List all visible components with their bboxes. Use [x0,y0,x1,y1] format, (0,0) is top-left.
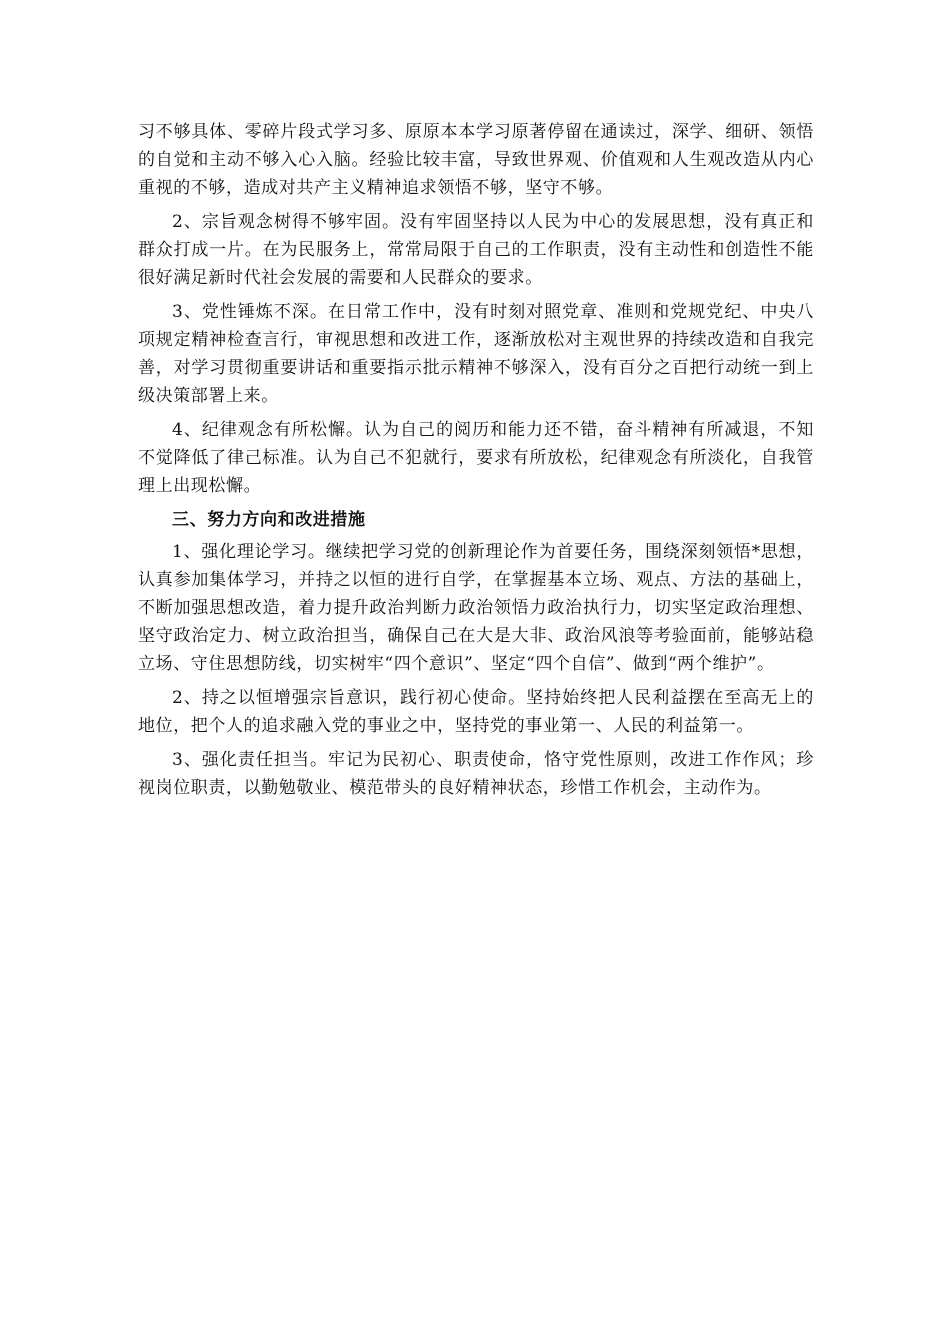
paragraph-item-2: 2、宗旨观念树得不够牢固。没有牢固坚持以人民为中心的发展思想，没有真正和群众打成一片。在为民服务上，常常局限于自己的工作职责，没有主动性和创造性不能很好满足新时代社会发展的需要和人民群众的要求。 [138,212,814,288]
paragraph-item-3: 3、党性锤炼不深。在日常工作中，没有时刻对照党章、准则和党规党纪、中央八项规定精神检查言行，审视思想和改进工作，逐渐放松对主观世界的持续改造和自我完善，对学习贯彻重要讲话和重要指示批示精神不够深入，没有百分之百把行动统一到上级决策部署上来。 [138,302,814,406]
measure-item-2: 2、持之以恒增强宗旨意识，践行初心使命。坚持始终把人民利益摆在至高无上的地位，把个人的追求融入党的事业之中，坚持党的事业第一、人民的利益第一。 [138,688,814,736]
section-heading: 三、努力方向和改进措施 [172,510,366,530]
paragraph-item-4: 4、纪律观念有所松懈。认为自己的阅历和能力还不错，奋斗精神有所减退，不知不觉降低了律己标准。认为自己不犯就行，要求有所放松，纪律观念有所淡化，自我管理上出现松懈。 [138,420,814,496]
measure-item-1: 1、强化理论学习。继续把学习党的创新理论作为首要任务，围绕深刻领悟*思想，认真参加集体学习，并持之以恒的进行自学，在掌握基本立场、观点、方法的基础上，不断加强思想改造，着力提升政治判断力政治领悟力政治执行力，切实坚定政治理想、坚守政治定力、树立政治担当，确保自己在大是大非、政治风浪等考验面前，能够站稳立场、守住思想防线，切实树牢“四个意识”、坚定“四个自信”、做到“两个维护”。 [138,542,814,674]
document-page [138,118,814,808]
paragraph-continuation: 习不够具体、零碎片段式学习多、原原本本学习原著停留在通读过，深学、细研、领悟的自觉和主动不够入心入脑。经验比较丰富，导致世界观、价值观和人生观改造从内心重视的不够，造成对共产主义精神追求领悟不够，坚守不够。 [138,122,814,198]
measure-item-3: 3、强化责任担当。牢记为民初心、职责使命，恪守党性原则，改进工作作风；珍视岗位职责，以勤勉敬业、模范带头的良好精神状态，珍惜工作机会，主动作为。 [138,750,814,798]
